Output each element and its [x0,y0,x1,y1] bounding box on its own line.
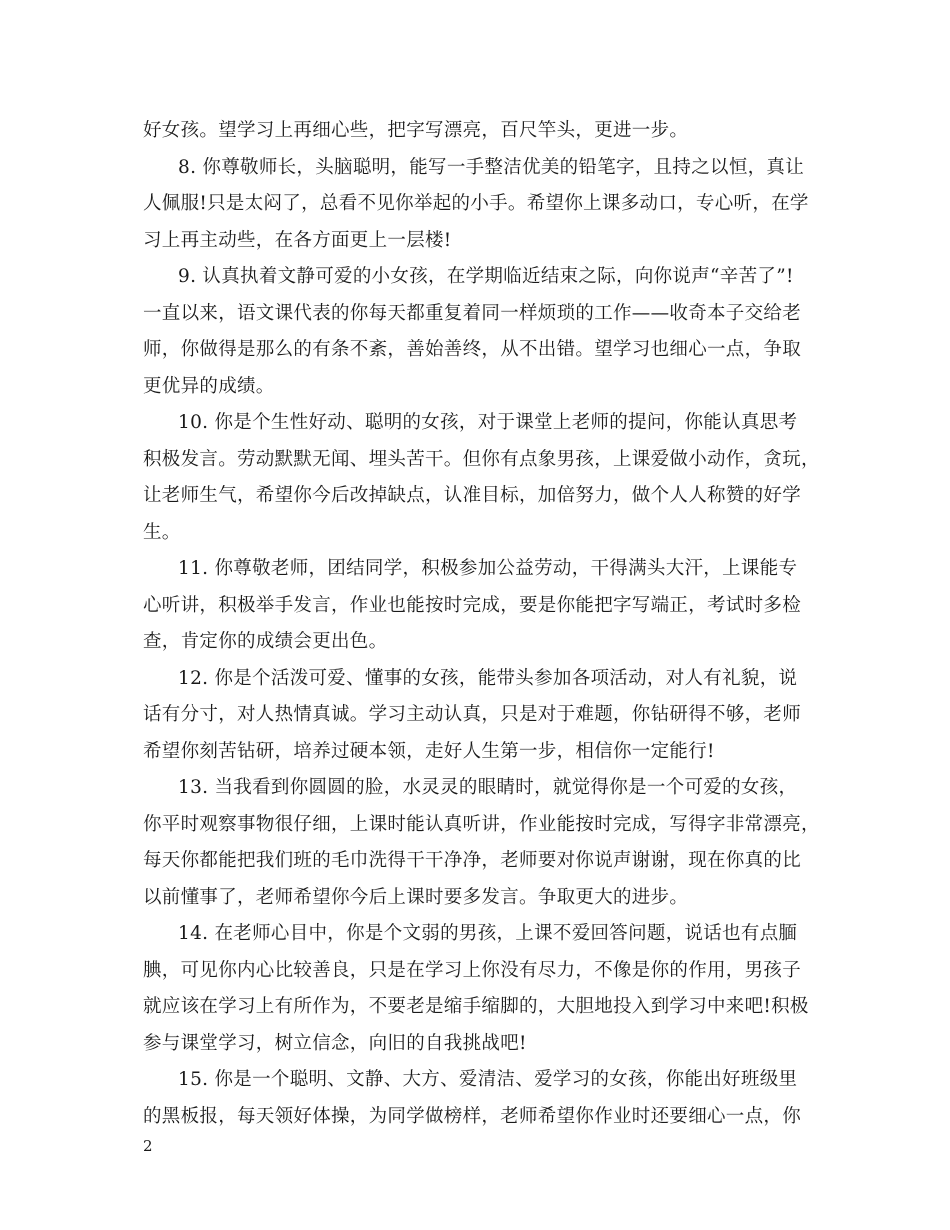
text-line: 更优异的成绩。 [143,375,275,397]
text-line: 一直以来，语文课代表的你每天都重复着同一样烦琐的工作——收奇本子交给老 [143,302,802,324]
page-number: 2 [143,1137,153,1155]
text-line: 师，你做得是那么的有条不紊，善始善终，从不出错。望学习也细心一点，争取 [143,339,802,360]
text-line: 人佩服!只是太闷了，总看不见你举起的小手。希望你上课多动口，专心听，在学 [143,193,809,214]
text-line: 参与课堂学习，树立信念，向旧的自我挑战吧! [143,1032,527,1054]
text-line: 每天你都能把我们班的毛巾洗得干干净净，老师要对你说声谢谢，现在你真的比 [143,850,802,871]
text-line: 腆，可见你内心比较善良，只是在学习上你没有尽力，不像是你的作用，男孩子 [143,959,802,981]
paragraph-10-start: 10. 你是个生性好动、聪明的女孩，对于课堂上老师的提问，你能认真思考 [178,412,798,433]
paragraph-13-start: 13. 当我看到你圆圆的脸，水灵灵的眼睛时，就觉得你是一个可爱的女孩， [178,777,798,798]
text-line: 话有分寸，对人热情真诚。学习主动认真，只是对于难题，你钻研得不够，老师 [143,704,802,725]
paragraph-12-start: 12. 你是个活泼可爱、懂事的女孩，能带头参加各项活动，对人有礼貌，说 [178,667,798,689]
text-line: 积极发言。劳动默默无闻、埋头苦干。但你有点象男孩，上课爱做小动作，贪玩， [143,448,820,470]
text-line: 习上再主动些，在各方面更上一层楼! [143,229,452,251]
text-line: 让老师生气，希望你今后改掉缺点，认准目标，加倍努力，做个人人称赞的好学 [143,485,802,506]
text-line: 你平时观察事物很仔细，上课时能认真听讲，作业能按时完成，写得字非常漂亮， [143,813,820,835]
paragraph-15-start: 15. 你是一个聪明、文静、大方、爱清洁、爱学习的女孩，你能出好班级里 [178,1069,798,1090]
text-line: 以前懂事了，老师希望你今后上课时要多发言。争取更大的进步。 [143,886,689,908]
text-line: 查，肯定你的成绩会更出色。 [143,631,388,652]
text-line: 心听讲，积极举手发言，作业也能按时完成，要是你能把字写端正，考试时多检 [143,594,802,616]
text-line: 好女孩。望学习上再细心些，把字写漂亮，百尺竿头，更进一步。 [143,120,689,141]
paragraph-8-start: 8. 你尊敬师长，头脑聪明，能写一手整洁优美的铅笔字，且持之以恒，真让 [178,156,805,178]
text-line: 希望你刻苦钻研，培养过硬本领，走好人生第一步，相信你一定能行! [143,740,715,762]
text-line: 生。 [143,521,181,543]
text-line: 就应该在学习上有所作为，不要老是缩手缩脚的，大胆地投入到学习中来吧!积极 [143,996,809,1017]
paragraph-14-start: 14. 在老师心目中，你是个文弱的男孩，上课不爱回答问题，说话也有点腼 [178,923,798,944]
paragraph-9-start: 9. 认真执着文静可爱的小女孩，在学期临近结束之际，向你说声“辛苦了”! [178,266,794,287]
text-line: 的黑板报，每天领好体操，为同学做榜样，老师希望你作业时还要细心一点，你 [143,1105,802,1127]
paragraph-11-start: 11. 你尊敬老师，团结同学，积极参加公益劳动，干得满头大汗，上课能专 [178,558,798,579]
document-body [143,113,820,1135]
